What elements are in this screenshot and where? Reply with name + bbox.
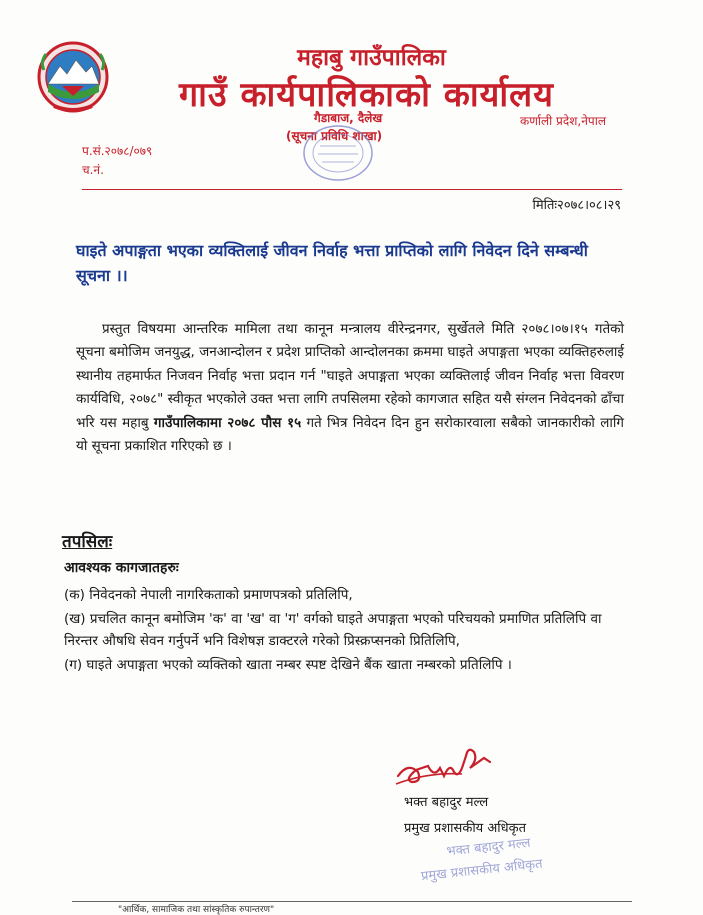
stamp-name: भक्त बहादुर मल्ल (445, 835, 532, 860)
stamp-title: प्रमुख प्रशासकीय अधिकृत (420, 856, 544, 885)
notice-subject: घाइते अपाङ्गता भएका व्यक्तिलाई जीवन निर्वाह भत्ता प्राप्तिको लागि निवेदन दिने सम्बन्धी सूचना ।। (76, 241, 588, 285)
header-divider (82, 189, 622, 190)
notice-body (76, 318, 624, 458)
document-item: (क) निवेदनको नेपाली नागरिकताको प्रमाणपत्रको प्रतिलिपि, (64, 587, 353, 603)
notice-body-part1: प्रस्तुत विषयमा आन्तरिक मामिला तथा कानून मन्त्रालय वीरेन्द्रनगर, सुर्खेतले मिति २०७८।०७।१५ गतेको सूचना बमोजिम जनयुद्ध, जनआन्दोलन र प्रदेश प्राप्तिको आन्दोलनका क्रममा घाइते अपाङ्गता भएका व्यक्तिहरुलाई स्थानीय तहमार्फत निजवन निर्वाह भत्ता प्रदान गर्न "घाइते अपाङ्गता भएका व्यक्तिलाई जीवन निर्वाह भत्ता विवरण कार्यविधि, २०७८" स्वीकृत भएकोले उक्त भत्ता लागि तपसिलमा रहेको कागजात सहित यसै संग्लन निवेदनको ढाँचा भरि यस महाबु (76, 321, 624, 431)
documents-heading: आवश्यक कागजातहरुः (64, 560, 179, 576)
office-name-line1: महाबु गाउँपालिका (297, 45, 446, 71)
notice-body-part2: गते भित्र निवेदन दिन हुन सरोकारवाला सबैको जानकारीको लागि यो सूचना प्रकाशित गरिएको छ । (76, 414, 624, 455)
office-name-line2: गाउँ कार्यपालिकाको कार्यालय (179, 75, 554, 115)
signatory-name: भक्त बहादुर मल्ल (404, 795, 489, 810)
dispatch-number: च.नं. (82, 163, 104, 177)
footer-slogan: "आर्थिक, सामाजिक तथा सांस्कृतिक रुपान्तरण" (118, 905, 275, 915)
letter-date: मितिः२०७८।०८।२९ (532, 198, 621, 213)
document-item: (ग) घाइते अपाङ्गता भएको व्यक्तिको खाता नम्बर स्पष्ट देखिने बैंक खाता नम्बरको प्रतिलिपि । (64, 657, 512, 673)
documents-list (64, 584, 624, 678)
notice-deadline: गाउँपालिकामा २०७८ पौस १५ (153, 414, 302, 431)
office-section: (सूचना प्रविधि शाखा) (286, 129, 383, 143)
handwritten-signature (388, 742, 508, 792)
office-seal-stamp (298, 122, 378, 184)
office-location: गैडाबाज, दैलेख (314, 111, 383, 125)
tapasil-heading: तपसिलः (62, 532, 113, 552)
document-item: (ख) प्रचलित कानून बमोजिम 'क' वा 'ख' वा 'ग' वर्गको घाइते अपाङ्गता भएको परिचयको प्रमाणित प्रतिलिपि वा निरन्तर औषधि सेवन गर्नुपर्ने भनि विशेषज्ञ डाक्टरले गरेको प्रिस्क्रप्सनको प्रितिलिपि, (64, 611, 602, 649)
letter-number: प.सं.२०७८/०७९ (82, 144, 153, 158)
signatory-title: प्रमुख प्रशासकीय अधिकृत (404, 821, 527, 836)
office-province: कर्णाली प्रदेश,नेपाल (520, 114, 606, 128)
